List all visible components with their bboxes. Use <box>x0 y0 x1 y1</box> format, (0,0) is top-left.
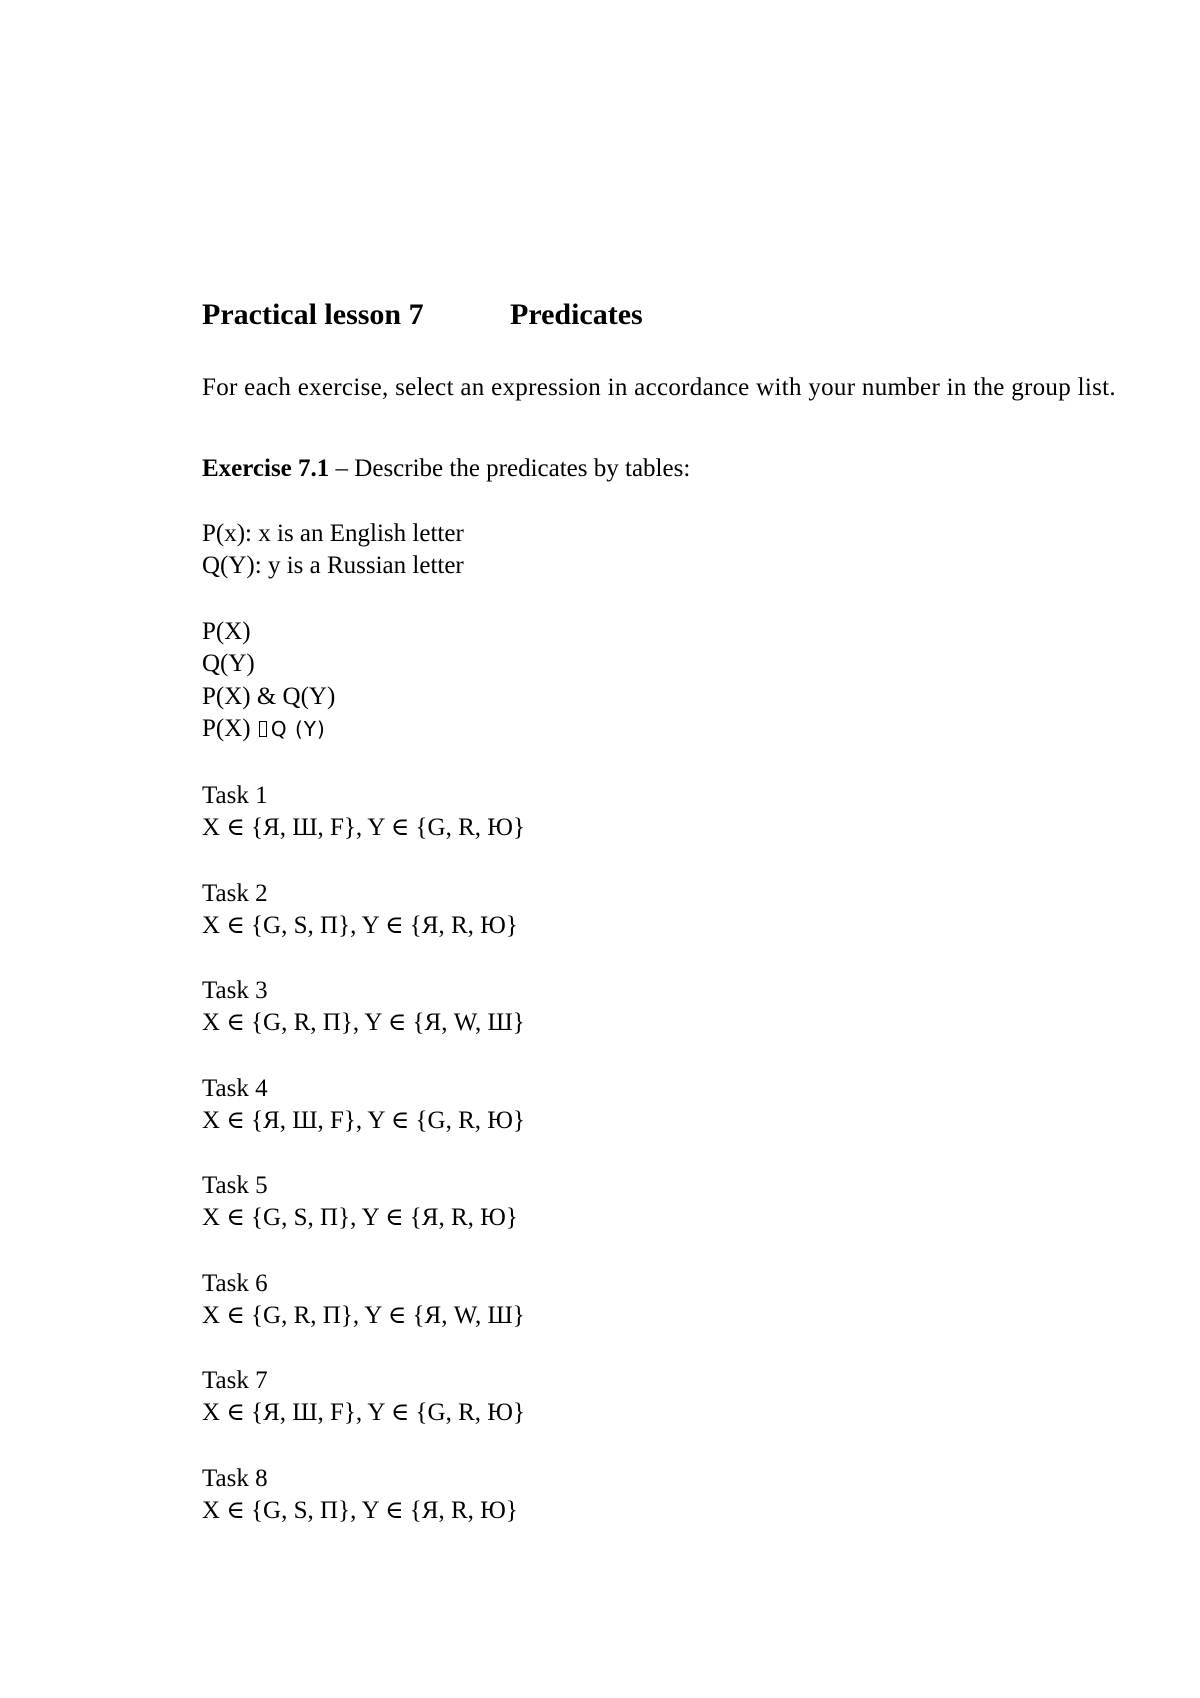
exercise-label: Exercise 7.1 <box>202 455 330 482</box>
task-item <box>202 1268 525 1332</box>
missing-symbol-icon <box>259 721 267 737</box>
task-title: Task 1 <box>202 782 268 809</box>
task-title: Task 8 <box>202 1465 268 1492</box>
expression-3: P(X) & Q(Y) <box>202 683 336 710</box>
task-sets: X ∈ {G, S, П}, Y ∈ {Я, R, Ю} <box>202 912 518 939</box>
task-title: Task 2 <box>202 880 268 907</box>
task-title: Task 7 <box>202 1367 268 1394</box>
expression-1: P(X) <box>202 618 251 645</box>
task-item <box>202 780 525 844</box>
task-sets: X ∈ {Я, Ш, F}, Y ∈ {G, R, Ю} <box>202 1107 525 1134</box>
task-title: Task 6 <box>202 1270 268 1297</box>
expression-2: Q(Y) <box>202 650 255 677</box>
page-title <box>202 298 643 332</box>
task-sets: X ∈ {G, R, П}, Y ∈ {Я, W, Ш} <box>202 1009 525 1036</box>
task-item <box>202 878 518 942</box>
task-item <box>202 1170 518 1234</box>
exercise-heading <box>202 454 690 484</box>
task-title: Task 4 <box>202 1075 268 1102</box>
title-lesson: Practical lesson 7 <box>202 298 424 331</box>
expression-4 <box>202 714 326 744</box>
task-sets: X ∈ {G, S, П}, Y ∈ {Я, R, Ю} <box>202 1204 518 1231</box>
definition-p: P(x): x is an English letter <box>202 520 464 547</box>
task-title: Task 5 <box>202 1172 268 1199</box>
task-sets: X ∈ {Я, Ш, F}, Y ∈ {G, R, Ю} <box>202 814 525 841</box>
definition-q: Q(Y): y is a Russian letter <box>202 552 464 579</box>
expression-4-suffix: Q (Y) <box>270 717 326 741</box>
task-item <box>202 975 525 1039</box>
task-sets: X ∈ {G, R, П}, Y ∈ {Я, W, Ш} <box>202 1302 525 1329</box>
task-item <box>202 1073 525 1137</box>
task-sets: X ∈ {G, S, П}, Y ∈ {Я, R, Ю} <box>202 1497 518 1524</box>
task-item <box>202 1463 518 1527</box>
task-title: Task 3 <box>202 977 268 1004</box>
expression-4-prefix: P(X) <box>202 715 257 742</box>
intro-paragraph: For each exercise, select an expression in accordance with your number in the group list. <box>202 374 1116 401</box>
exercise-text: – Describe the predicates by tables: <box>329 455 691 482</box>
title-topic: Predicates <box>510 298 643 331</box>
task-sets: X ∈ {Я, Ш, F}, Y ∈ {G, R, Ю} <box>202 1399 525 1426</box>
task-item <box>202 1365 525 1429</box>
